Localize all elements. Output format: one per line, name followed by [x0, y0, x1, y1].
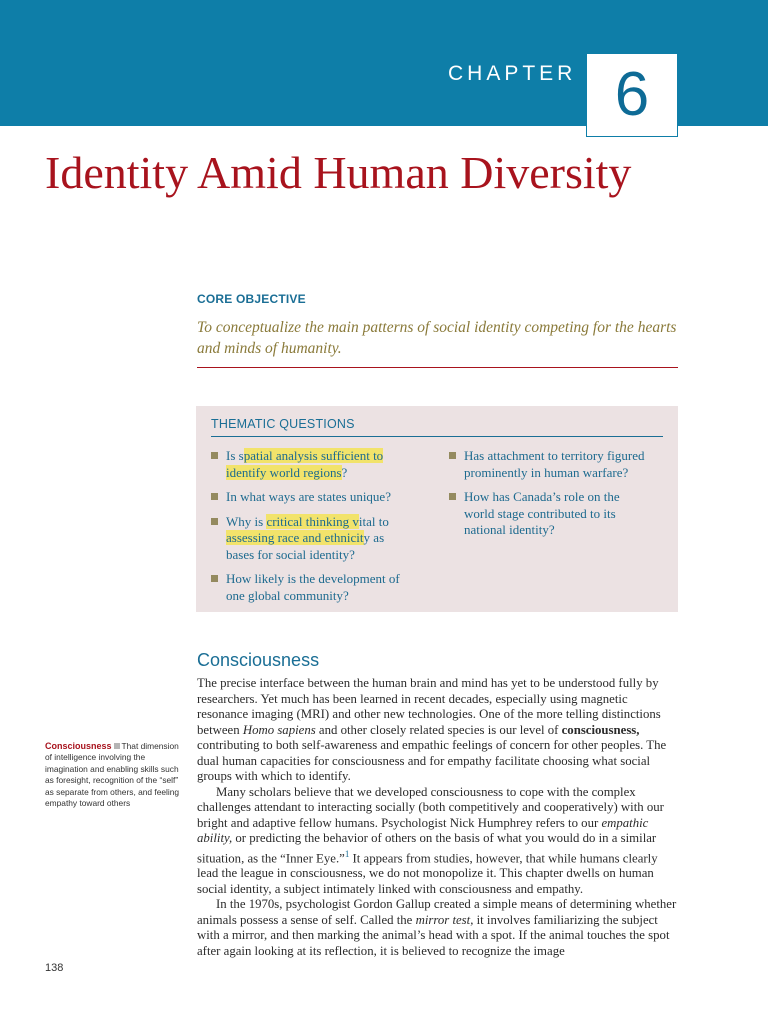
highlighted-text: critical thinking v	[266, 513, 359, 529]
text-run: In the 1970s, psychologist Gordon Gallup created a simple means of determining whether animals possess a sense of self. Called the	[197, 897, 677, 927]
chapter-label: CHAPTER	[448, 62, 577, 85]
bullet-square-icon	[211, 452, 218, 459]
thematic-divider	[211, 436, 663, 437]
paragraph	[197, 897, 679, 959]
text-run: it involves familiarizing the subject with a mirror, and then marking the animal’s head with a spot. If the animal touches the spot after again looking at its reflection, it is believed to recognize the image	[197, 912, 670, 958]
text-run: It appears from studies, however, that while humans clearly lead the league in consciousness, we do not monopolize it. This chapter dwells on human social identity, a subject intimately linked with consciousness and empathy.	[197, 850, 658, 896]
thematic-questions-header: THEMATIC QUESTIONS	[211, 417, 355, 431]
questions-column-left	[211, 448, 411, 612]
question-text: Why is	[226, 513, 267, 529]
key-term: consciousness,	[561, 722, 640, 737]
separator-square-icon	[114, 743, 120, 749]
question-text: y as bases for social identity?	[226, 530, 385, 562]
question-item	[449, 489, 649, 539]
question-text: How has Canada’s role on the world stage contributed to its national identity?	[464, 489, 620, 537]
glossary-term: Consciousness	[45, 741, 112, 751]
question-text: Is s	[226, 448, 244, 463]
question-item	[211, 514, 411, 564]
bullet-square-icon	[449, 493, 456, 500]
italic-text: empathic ability,	[197, 815, 649, 845]
paragraph	[197, 785, 679, 898]
glossary-definition: That dimension of intelligence involving the imagination and enabling skills such as foresight, recognition of the “self” as separate from others, and feeling empathy toward others	[45, 741, 180, 809]
core-objective-divider	[197, 367, 678, 368]
chapter-title: Identity Amid Human Diversity	[45, 147, 632, 198]
italic-text: mirror test,	[415, 912, 474, 927]
question-text: Has attachment to territory figured prominently in human warfare?	[464, 448, 645, 480]
bullet-square-icon	[211, 518, 218, 525]
page-number: 138	[45, 962, 64, 974]
italic-text: Homo sapiens	[242, 722, 316, 737]
core-objective-text: To conceptualize the main patterns of social identity competing for the hearts and minds of humanity.	[197, 319, 677, 357]
question-text: How likely is the development of one global community?	[226, 571, 400, 603]
core-objective-label: CORE OBJECTIVE	[197, 292, 306, 306]
footnote-reference[interactable]: 1	[344, 848, 350, 859]
section-heading: Consciousness	[197, 650, 320, 670]
thematic-questions-box	[196, 406, 678, 612]
text-run: or predicting the behavior of others on the basis of what you would do in a similar situation, as the “Inner Eye.”	[197, 831, 657, 865]
chapter-number-box	[586, 53, 678, 137]
highlighted-text: assessing race and ethnicit	[226, 530, 364, 545]
body-text	[197, 676, 679, 959]
question-item	[211, 448, 411, 481]
highlighted-text: patial analysis sufficient to identify world regions	[226, 448, 384, 480]
question-item	[211, 571, 411, 604]
margin-glossary-note	[45, 741, 180, 809]
bullet-square-icon	[211, 575, 218, 582]
question-text: ital to	[358, 513, 389, 529]
questions-column-right	[449, 448, 649, 547]
question-text: ?	[341, 464, 348, 480]
paragraph	[197, 676, 679, 785]
text-run: and other closely related species is our level of	[315, 722, 562, 737]
text-run: Many scholars believe that we developed consciousness to cope with the complex challenges attendant to interacting socially (both competitively and cooperatively) with our bright and adaptive fellow humans. Psychologist Nick Humphrey refers to our	[197, 784, 664, 830]
question-item	[449, 448, 649, 481]
bullet-square-icon	[449, 452, 456, 459]
text-run: The precise interface between the human brain and mind has yet to be understood fully by researchers. Yet much has been learned in recent decades, especially using magnetic resonance imaging (MRI) and other new technologies. One of the more telling distinctions between	[197, 676, 661, 737]
question-item	[211, 489, 411, 506]
question-text: In what ways are states unique?	[226, 489, 391, 504]
text-run: contributing to both self-awareness and empathic feelings of concern for other peoples. The dual human capacities for consciousness and for empathy facilitate choosing what social groups with which to identify.	[197, 738, 667, 783]
bullet-square-icon	[211, 493, 218, 500]
chapter-number: 6	[614, 60, 650, 129]
